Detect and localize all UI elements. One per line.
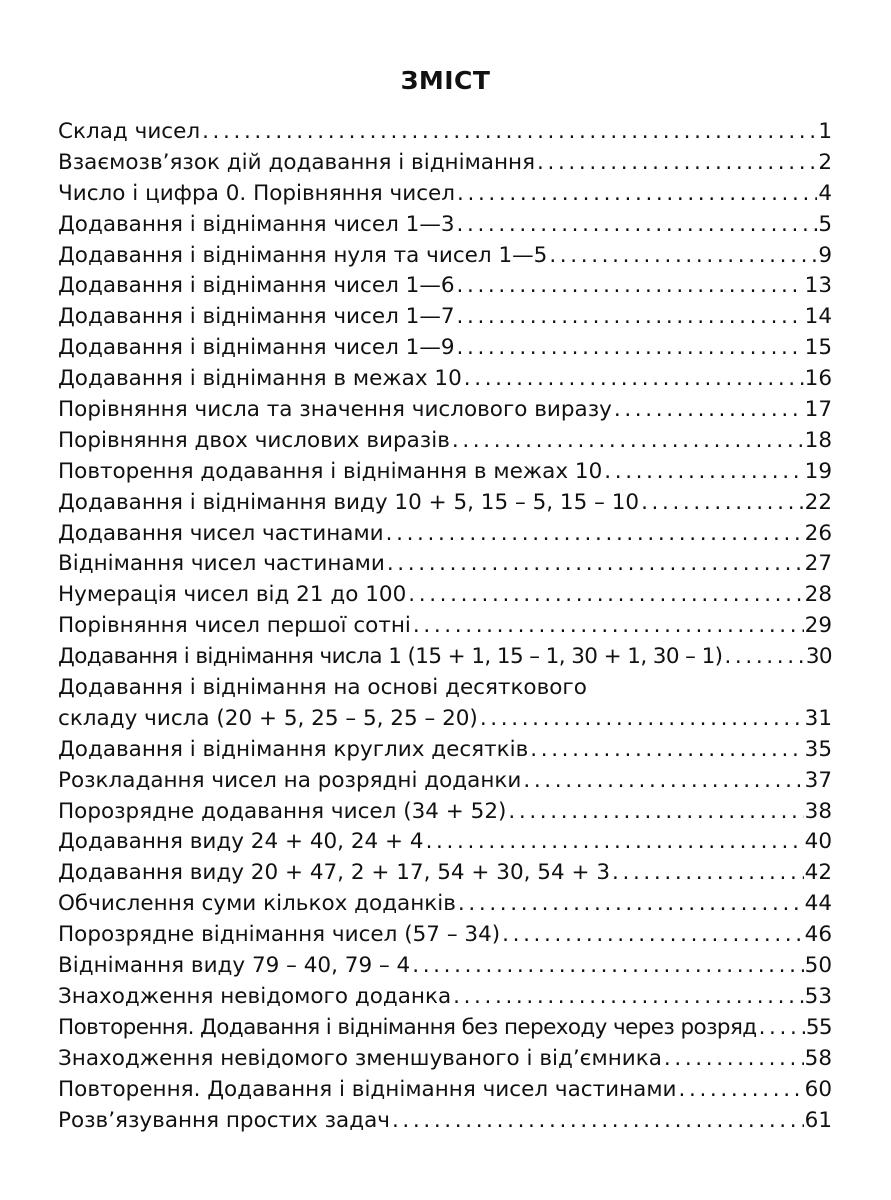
toc-entry	[58, 920, 832, 951]
toc-leader-dots	[412, 951, 803, 982]
toc-entry-label: Додавання і віднімання чисел 1—7	[58, 304, 455, 330]
toc-entry	[58, 580, 832, 611]
toc-entry	[58, 858, 832, 889]
toc-leader-dots	[202, 117, 817, 148]
toc-entry-page: 22	[804, 489, 832, 515]
toc-entry-page: 61	[804, 1107, 832, 1133]
toc-entry	[58, 1106, 832, 1137]
toc-entry-label: Додавання і віднімання чисел 1—6	[58, 273, 455, 299]
toc-entry-page: 55	[805, 1014, 832, 1040]
table-of-contents	[58, 117, 832, 1136]
toc-entry-label: Додавання і віднімання числа 1 (15 + 1, 15 – 1, 30 + 1, 30 – 1)	[58, 644, 723, 670]
toc-entry-label: Порозрядне додавання чисел (34 + 52)	[58, 798, 507, 824]
toc-entry	[58, 1044, 832, 1075]
toc-leader-dots	[530, 735, 803, 766]
toc-entry-page: 31	[804, 705, 832, 731]
toc-entry-label: складу числа (20 + 5, 25 – 5, 25 – 20)	[58, 705, 478, 731]
toc-entry-page: 53	[804, 983, 832, 1009]
toc-entry	[58, 1075, 832, 1106]
toc-leader-dots	[464, 364, 804, 395]
toc-entry-label: Додавання виду 24 + 40, 24 + 4	[58, 829, 424, 855]
toc-entry-page: 18	[804, 427, 832, 453]
toc-leader-dots	[679, 1075, 804, 1106]
toc-leader-dots	[457, 179, 817, 210]
toc-leader-dots	[641, 488, 804, 519]
toc-leader-dots	[392, 1106, 804, 1137]
toc-entry-label: Повторення. Додавання і віднімання без переходу через розряд	[58, 1014, 757, 1040]
page-title: ЗМІСТ	[400, 66, 491, 95]
toc-entry	[58, 117, 832, 148]
toc-entry-page: 15	[804, 335, 832, 361]
toc-entry	[58, 1013, 832, 1044]
toc-leader-dots	[426, 827, 804, 858]
toc-entry-label: Додавання виду 20 + 47, 2 + 17, 54 + 30, 54 + 3	[58, 860, 611, 886]
toc-entry-page: 30	[805, 644, 832, 670]
toc-entry	[58, 179, 832, 210]
toc-entry	[58, 951, 832, 982]
toc-leader-dots	[452, 426, 804, 457]
toc-leader-dots	[664, 1044, 804, 1075]
toc-entry-page: 35	[804, 736, 832, 762]
toc-entry-label: Порівняння двох числових виразів	[58, 427, 450, 453]
toc-entry	[58, 519, 832, 550]
toc-entry	[58, 488, 832, 519]
toc-leader-dots	[408, 580, 803, 611]
toc-entry-page: 40	[804, 829, 832, 855]
toc-entry-page: 16	[804, 366, 832, 392]
toc-entry-label: Знаходження невідомого зменшуваного і від’ємника	[58, 1045, 662, 1071]
toc-leader-dots	[413, 611, 804, 642]
toc-entry-page: 50	[804, 953, 832, 979]
toc-entry-label: Додавання і віднімання круглих десятків	[58, 736, 529, 762]
toc-entry-page: 29	[804, 613, 832, 639]
toc-entry-page: 28	[804, 582, 832, 608]
toc-leader-dots	[457, 271, 804, 302]
toc-entry	[58, 642, 832, 673]
toc-entry-label: Повторення додавання і віднімання в межах 10	[58, 458, 603, 484]
toc-entry	[58, 210, 832, 241]
toc-entry-label: Віднімання виду 79 – 40, 79 – 4	[58, 953, 411, 979]
toc-entry-label: Додавання чисел частинами	[58, 520, 384, 546]
toc-entry-label: Додавання і віднімання в межах 10	[58, 366, 462, 392]
toc-entry	[58, 271, 832, 302]
toc-entry-label: Порівняння числа та значення числового виразу	[58, 397, 612, 423]
toc-leader-dots	[457, 210, 818, 241]
toc-entry-label: Порівняння чисел першої сотні	[58, 613, 411, 639]
toc-leader-dots	[387, 549, 804, 580]
toc-entry-page: 19	[804, 458, 832, 484]
toc-entry-label: Додавання і віднімання виду 10 + 5, 15 – 5, 15 – 10	[58, 489, 640, 515]
toc-entry-label-line1: Додавання і віднімання на основі десяткового	[58, 675, 587, 701]
toc-leader-dots	[549, 241, 817, 272]
toc-entry	[58, 797, 832, 828]
toc-entry-label: Додавання і віднімання чисел 1—3	[58, 211, 455, 237]
toc-leader-dots	[724, 642, 804, 673]
toc-leader-dots	[614, 395, 804, 426]
toc-entry	[58, 364, 832, 395]
toc-entry-page: 9	[818, 242, 832, 268]
toc-leader-dots	[508, 797, 803, 828]
toc-entry-label: Розв’язування простих задач	[58, 1107, 390, 1133]
toc-entry-page: 14	[804, 304, 832, 330]
toc-entry	[58, 735, 832, 766]
toc-entry-page: 5	[818, 211, 832, 237]
toc-entry-label: Повторення. Додавання і віднімання чисел частинами	[58, 1076, 677, 1102]
toc-entry-page: 42	[804, 860, 832, 886]
toc-entry-page: 44	[804, 891, 832, 917]
toc-entry-label: Додавання і віднімання чисел 1—9	[58, 335, 455, 361]
toc-entry-page: 60	[804, 1076, 832, 1102]
toc-entry	[58, 395, 832, 426]
toc-entry	[58, 241, 832, 272]
toc-entry	[58, 889, 832, 920]
toc-entry-label: Додавання і віднімання нуля та чисел 1—5	[58, 242, 548, 268]
toc-entry	[58, 457, 832, 488]
toc-entry	[58, 611, 832, 642]
toc-leader-dots	[458, 889, 804, 920]
toc-entry-label: Взаємозв’язок дій додавання і віднімання	[58, 149, 536, 175]
toc-entry	[58, 302, 832, 333]
toc-entry-label: Нумерація чисел від 21 до 100	[58, 582, 407, 608]
toc-entry-page: 17	[804, 397, 832, 423]
toc-entry-page: 38	[804, 798, 832, 824]
toc-entry-page: 27	[804, 551, 832, 577]
toc-entry-label: Знаходження невідомого доданка	[58, 983, 452, 1009]
toc-leader-dots	[759, 1013, 805, 1044]
toc-entry-page: 37	[804, 767, 832, 793]
toc-entry-label: Число і цифра 0. Порівняння чисел	[58, 180, 456, 206]
toc-entry-label: Обчислення суми кількох доданків	[58, 891, 456, 917]
toc-entry	[58, 673, 832, 735]
toc-entry-label: Порозрядне віднімання чисел (57 – 34)	[58, 922, 501, 948]
toc-leader-dots	[612, 858, 804, 889]
toc-entry-label: Розкладання чисел на розрядні доданки	[58, 767, 522, 793]
toc-entry	[58, 827, 832, 858]
toc-leader-dots	[386, 519, 804, 550]
toc-entry-page: 13	[804, 273, 832, 299]
toc-leader-dots	[604, 457, 803, 488]
toc-entry-page: 26	[804, 520, 832, 546]
toc-leader-dots	[480, 704, 804, 735]
toc-entry-page: 4	[818, 180, 832, 206]
toc-entry	[58, 766, 832, 797]
toc-entry	[58, 982, 832, 1013]
toc-entry-label: Склад чисел	[58, 119, 201, 144]
toc-leader-dots	[457, 302, 804, 333]
toc-entry-page: 46	[804, 922, 832, 948]
toc-entry-page: 1	[818, 119, 832, 144]
toc-entry-page: 58	[804, 1045, 832, 1071]
toc-entry	[58, 333, 832, 364]
toc-entry-page: 2	[818, 149, 832, 175]
toc-entry-label: Віднімання чисел частинами	[58, 551, 385, 577]
toc-entry	[58, 426, 832, 457]
toc-leader-dots	[457, 333, 804, 364]
toc-leader-dots	[453, 982, 804, 1013]
toc-leader-dots	[502, 920, 803, 951]
toc-leader-dots	[523, 766, 803, 797]
toc-entry	[58, 148, 832, 179]
toc-entry	[58, 549, 832, 580]
toc-leader-dots	[537, 148, 817, 179]
